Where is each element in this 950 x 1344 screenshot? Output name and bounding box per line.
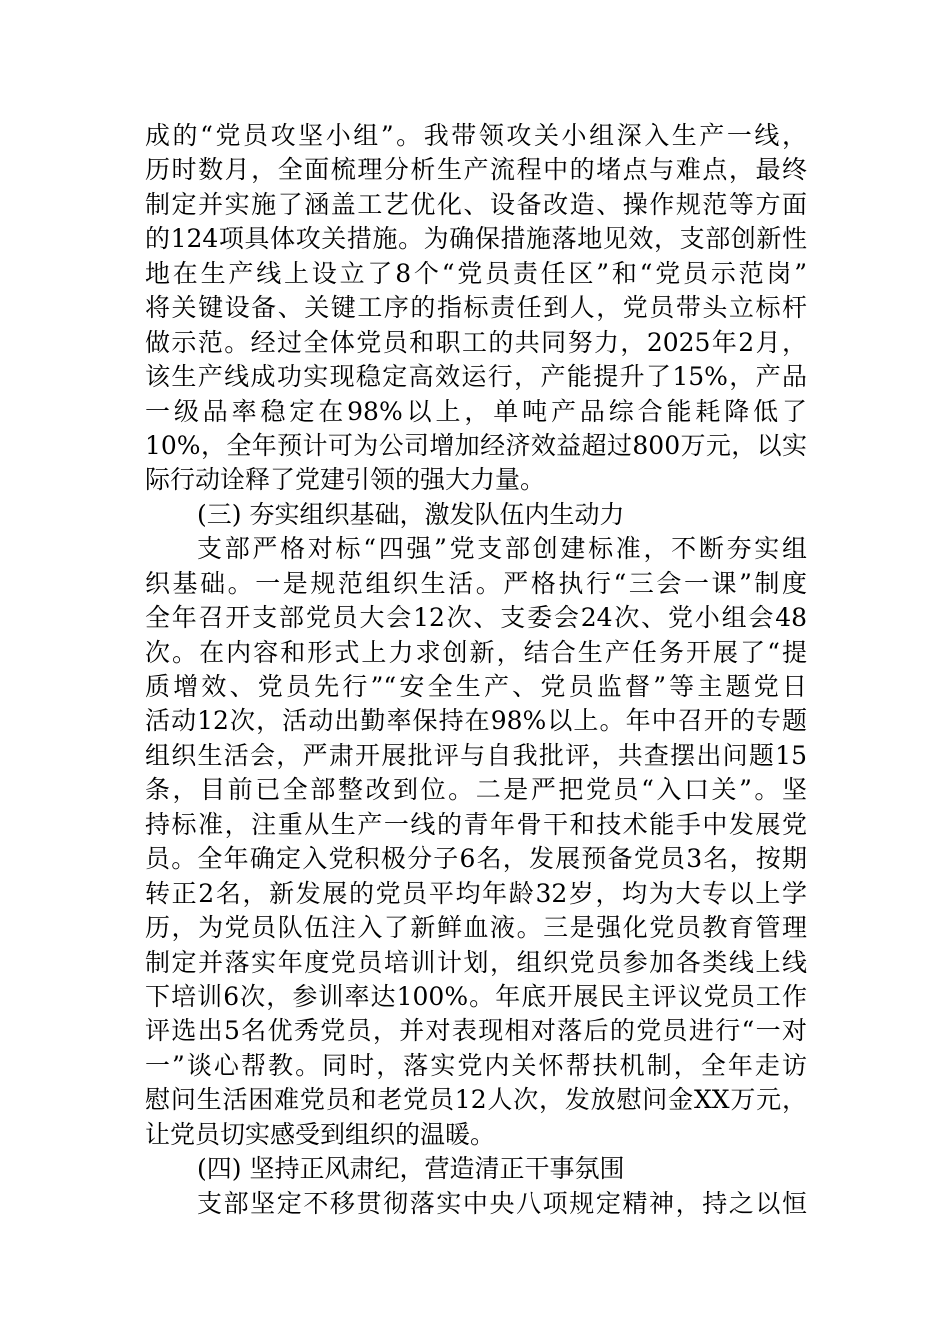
- text-line: 条，目前已全部整改到位。二是严把党员“入口关”。坚: [145, 775, 807, 805]
- text-line: 活动12次，活动出勤率保持在98%以上。年中召开的专题: [145, 706, 807, 736]
- text-line: 一级品率稳定在98%以上，单吨产品综合能耗降低了: [145, 396, 807, 426]
- text-line: 的124项具体攻关措施。为确保措施落地见效，支部创新性: [145, 224, 807, 254]
- text-line: 下培训6次，参训率达100%。年底开展民主评议党员工作: [145, 981, 807, 1011]
- text-line: 质增效、党员先行”“安全生产、党员监督”等主题党日: [145, 672, 807, 701]
- text-line: 组织生活会，严肃开展批评与自我批评，共查摆出问题15: [145, 740, 807, 770]
- text-line: 支部坚定不移贯彻落实中央八项规定精神，持之以恒: [197, 1188, 807, 1218]
- section-heading: [145, 498, 807, 532]
- heading-text: (三) 夯实组织基础，激发队伍内生动力: [197, 499, 625, 529]
- text-line: 全年召开支部党员大会12次、支委会24次、党小组会48: [145, 603, 807, 633]
- text-line: 让党员切实感受到组织的温暖。: [145, 1119, 496, 1149]
- text-line: 持标准，注重从生产一线的青年骨干和技术能手中发展党: [145, 809, 807, 839]
- text-line: 制定并落实年度党员培训计划，组织党员参加各类线上线: [145, 947, 807, 977]
- paragraph: [145, 119, 807, 498]
- section-heading: [145, 1152, 807, 1186]
- text-line: 10%，全年预计可为公司增加经济效益超过800万元，以实: [145, 430, 807, 460]
- text-line: 转正2名，新发展的党员平均年龄32岁，均为大专以上学: [145, 878, 807, 908]
- text-line: 该生产线成功实现稳定高效运行，产能提升了15%，产品: [145, 362, 807, 392]
- paragraph: [145, 532, 807, 1152]
- text-line: 慰问生活困难党员和老党员12人次，发放慰问金XX万元，: [145, 1085, 807, 1115]
- text-line: 将关键设备、关键工序的指标责任到人，党员带头立标杆: [145, 293, 807, 323]
- text-line: 历时数月，全面梳理分析生产流程中的堵点与难点，最终: [145, 155, 807, 185]
- text-line: 员。全年确定入党积极分子6名，发展预备党员3名，按期: [145, 844, 807, 874]
- text-line: 成的“党员攻坚小组”。我带领攻关小组深入生产一线，: [145, 121, 807, 150]
- text-line: 评选出5名优秀党员，并对表现相对落后的党员进行“一对: [145, 1016, 807, 1046]
- text-line: 做示范。经过全体党员和职工的共同努力，2025年2月，: [145, 327, 807, 357]
- heading-text: (四) 坚持正风肃纪，营造清正干事氛围: [197, 1154, 625, 1184]
- text-line: 织基础。一是规范组织生活。严格执行“三会一课”制度: [145, 568, 807, 598]
- text-line: 制定并实施了涵盖工艺优化、设备改造、操作规范等方面: [145, 189, 807, 219]
- text-line: 历，为党员队伍注入了新鲜血液。三是强化党员教育管理: [145, 913, 807, 943]
- paragraph: [145, 1187, 807, 1221]
- document-body: [145, 119, 807, 1221]
- text-line: 一”谈心帮教。同时，落实党内关怀帮扶机制，全年走访: [145, 1050, 807, 1080]
- text-line: 地在生产线上设立了8个“党员责任区”和“党员示范岗”: [145, 258, 807, 288]
- text-line: 次。在内容和形式上力求创新，结合生产任务开展了“提: [145, 637, 807, 667]
- text-line: 际行动诠释了党建引领的强大力量。: [145, 465, 546, 495]
- text-line: 支部严格对标“四强”党支部创建标准，不断夯实组: [197, 534, 807, 564]
